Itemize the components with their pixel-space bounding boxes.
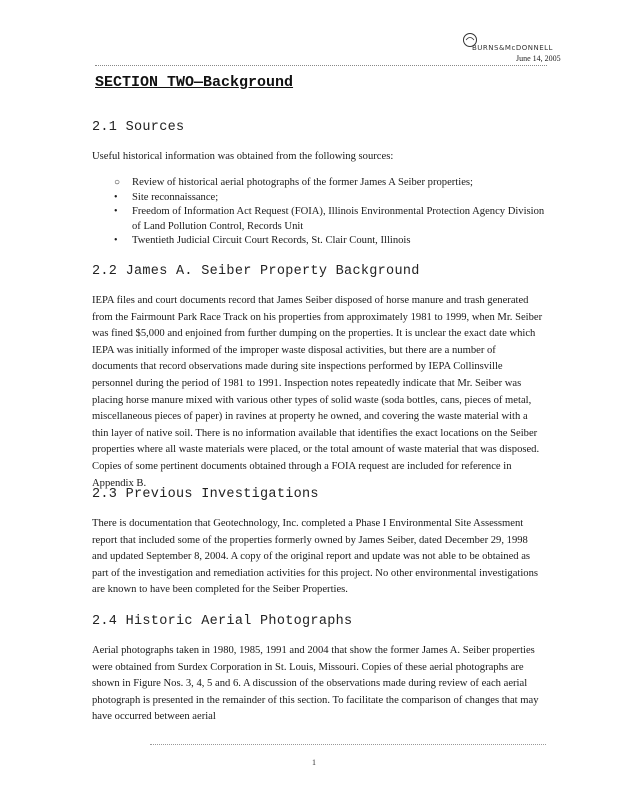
section-title: SECTION TWO—Background (95, 74, 294, 91)
bullet-dot-icon: • (114, 191, 118, 203)
property-background-text: IEPA files and court documents record that James Seiber disposed of horse manure and trash generated from the Fairmount Park Race Track on his properties from approximately 1981 to 1999, when Mr. Seiber was fined $5,000 and enjoined from further dumping on the properties. It is unclear the exact date which IEPA was initially informed of the improper waste disposal activities, but there are a number of documents that record observations made during site inspections performed by IEPA Collinsville personnel during the period of 1981 to 1991. Inspection notes repeatedly indicate that Mr. Seiber was placing horse manure mixed with various other types of solid waste (soda bottles, cans, pieces of metal, miscellaneous pieces of paper) in ravines at property he owned, and covering the waste material with a thin layer of native soil. There is no information available that identifies the exact locations on the Seiber properties where all waste materials were placed, or the total amount of waste material that was disposed. Copies of some pertinent documents obtained through a FOIA request are included for reference in Appendix B. (92, 295, 543, 489)
bullet-dot-icon: • (114, 206, 118, 218)
list-item: • Freedom of Information Act Request (FOIA), Illinois Environmental Protection Agency Division of Land Pollution Control, Records Unit (114, 206, 545, 232)
bullet-circle-icon: ○ (114, 177, 121, 188)
heading-sources: 2.1 Sources (92, 120, 185, 135)
page-number: 1 (312, 758, 316, 767)
bullet-dot-icon: • (114, 235, 118, 247)
heading-aerial-photographs: 2.4 Historic Aerial Photographs (92, 614, 353, 629)
sources-intro: Useful historical information was obtained from the following sources: (92, 151, 394, 162)
header-date: June 14, 2005 (516, 54, 561, 63)
sources-list (112, 176, 548, 249)
company-logo-text: BURNS&McDONNELL (472, 44, 553, 52)
list-item: ○ Review of historical aerial photographs of the former James A Seiber properties; (112, 176, 548, 191)
footer-divider (150, 744, 546, 745)
previous-investigations-text: There is documentation that Geotechnology, Inc. completed a Phase I Environmental Site Assessment report that included some of the properties formerly owned by James Seiber, dated December 29, 1998 and updated September 8, 2004. A copy of the original report and update was not able to be obtained as part of the investigation and remediation activities for this project. No other environmental investigations are known to have been completed for the Seiber Properties. (92, 518, 538, 596)
aerial-photographs-text: Aerial photographs taken in 1980, 1985, 1991 and 2004 that show the former James A. Seiber properties were obtained from Surdex Corporation in St. Louis, Missouri. Copies of these aerial photographs are shown in Figure Nos. 3, 4, 5 and 6. A discussion of the observations made during review of each aerial photograph is presented in the remainder of this section. To facilitate the comparison of changes that may have occurred between aerial (92, 645, 539, 723)
heading-previous-investigations: 2.3 Previous Investigations (92, 487, 319, 502)
header-divider (95, 65, 547, 66)
heading-property-background: 2.2 James A. Seiber Property Background (92, 264, 420, 279)
list-item: • Twentieth Judicial Circuit Court Records, St. Clair Count, Illinois (112, 234, 548, 249)
list-item: • Site reconnaissance; (112, 191, 548, 206)
